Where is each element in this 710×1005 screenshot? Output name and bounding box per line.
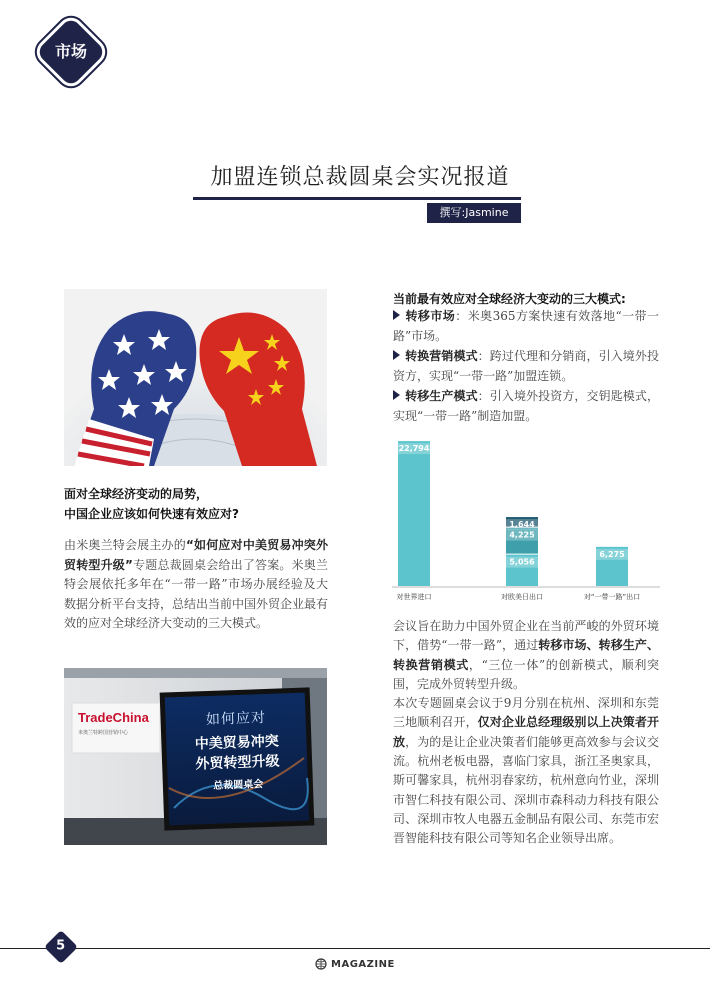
footer-rule: [0, 948, 710, 949]
footer-logo: [315, 958, 415, 970]
body-paragraph-1: [393, 617, 659, 694]
model-item-2: [393, 347, 659, 386]
trade-bar-chart: [392, 420, 660, 610]
body-p1-bold: 转移市场、转移生产、转换营销模式: [393, 638, 659, 672]
section-badge: 市场: [54, 42, 87, 61]
triangle-bullet-icon: [393, 350, 400, 360]
body-p2-bold: 仅对企业总经理级别以上决策者开放: [393, 715, 659, 749]
tradechina-subtitle: 米奥兰特跨国营销中心: [78, 730, 129, 736]
article-title: 加盟连锁总裁圆桌会实况报道: [210, 165, 510, 190]
triangle-bullet-icon: [393, 310, 400, 320]
model-item-1: [393, 307, 659, 346]
model-name: 转移市场: [405, 309, 456, 323]
screen-text: [169, 706, 306, 794]
chart-data-label: 4,225: [509, 530, 535, 540]
author-byline: 撰写:Jasmine: [427, 203, 521, 223]
globe-icon: [315, 958, 327, 970]
models-heading: 当前最有效应对全球经济大变动的三大模式:: [393, 292, 626, 306]
tradechina-logo: TradeChina: [78, 710, 149, 725]
intro-text-bold: “如何应对中美贸易冲突外贸转型升级”: [64, 538, 328, 572]
model-text: ：米奥365方案快速有效落地“一带一路”市场。: [393, 309, 659, 343]
model-text: ：跨过代理和分销商，引入境外投资方，实现“一带一路”加盟连锁。: [393, 349, 659, 383]
trade-chart: [392, 420, 660, 610]
page-number-text: 5: [56, 938, 66, 954]
page-number: [44, 930, 78, 964]
triangle-bullet-icon: [393, 390, 400, 400]
body-p2-b: ，为的是让企业决策者们能够更高效参与会议交流。杭州老板电器，喜临门家具，浙江圣奥家具，斯可馨家具，杭州羽春家纺，杭州意向竹业，深圳市智仁科技有限公司、深圳市森科动力科技有限公司、深圳市牧人电器五金制品有限公司、东莞市宏晋智能科技有限公司等知名企业领导出席。: [393, 734, 659, 846]
title-underline: [193, 197, 521, 200]
screen-line-2: 中美贸易冲突: [194, 733, 280, 753]
intro-text-b: 专题总裁圆桌会给出了答案。米奥兰特会展依托多年在“一带一路”市场办展经验及大数据分析平台支持，总结出当前中国外贸企业最有效的应对全球经济大变动的三大模式。: [64, 557, 329, 630]
conference-photo: [64, 668, 327, 845]
body-p2-a: 本次专题圆桌会议于9月分别在杭州、深圳和东莞三地顺利召开，: [393, 696, 659, 730]
body-paragraph-2: [393, 694, 659, 848]
screen-line-3: 外贸转型升级: [195, 753, 280, 773]
chart-tick-label: 对“一带一路”出口: [583, 593, 641, 601]
models-list: [393, 307, 659, 427]
chart-bar: [398, 441, 430, 586]
chart-tick-label: 对世界进口: [396, 593, 432, 601]
fists-illustration: [64, 289, 327, 466]
body-text: [393, 617, 659, 849]
lead-line-1: 面对全球经济变动的局势，: [64, 487, 209, 501]
magazine-label: MAGAZINE: [331, 958, 395, 970]
model-name: 转换营销模式: [405, 349, 478, 363]
screen-line-1: 如何应对: [205, 709, 267, 729]
screen-line-4: 总裁圆桌会: [213, 779, 264, 792]
lead-question: [64, 484, 334, 524]
body-p1-b: ，“三位一体”的创新模式，顺利突围，完成外贸转型升级。: [393, 657, 659, 691]
chart-tick-label: 对欧美日出口: [501, 593, 543, 601]
intro-text-a: 由米奥兰特会展主办的: [64, 538, 186, 552]
chart-data-label: 5,056: [509, 557, 535, 567]
model-name: 转移生产模式: [405, 389, 478, 403]
lead-line-2: 中国企业应该如何快速有效应对?: [64, 507, 239, 521]
chart-data-label: 1,644: [509, 520, 535, 530]
chart-data-label: 22,794: [398, 444, 430, 454]
intro-paragraph: [64, 536, 328, 634]
model-text: ：引入境外投资方，交钥匙模式，实现“一带一路”制造加盟。: [393, 389, 659, 423]
chart-data-label: 6,275: [599, 549, 625, 559]
body-p1-a: 会议旨在助力中国外贸企业在当前严峻的外贸环境下，借势“一带一路”，通过: [393, 619, 659, 653]
